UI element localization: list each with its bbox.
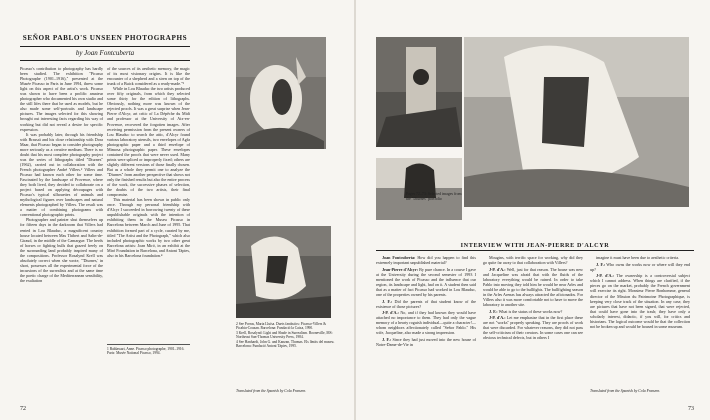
photo-diurnes-5-image bbox=[376, 158, 462, 220]
paragraph: It was probably later, through his friendship with Brassaï and his close relationship with Dora Maar, that Picasso began to consider photography more seriously as a creative medium. There is no doubt that his most complete photography project was the series of lithographs titled "Diurnes" (1962), carried out in collaboration with the French photographer André Villers.² Villers and Picasso had known each other for some time. Fascinated by the landscape of Provence, where they both lived, they decided to collaborate on a project based on applying découpages with Picasso's typical silhouettes of animals and mythological figures over landscapes and natural elements photographed by Villers. The result was a matter of combining photograms with conventional photographic prints. bbox=[20, 131, 103, 218]
paragraph: This material has been shown in public only once. Through my personal friendship with d'Alcyr I succeeded in borrowing twenty of these unpublishable originals with the intention of exhibiting them in the Museu Picasso in Barcelona between March and June of 1995. That exhibition formed part of a cycle, curated by me, titled "The Artist and the Photograph," which also included photographic works by two other great Barcelona artists: Joan Miró, in an exhibit at the Miró Foundation in Barcelona, and Antoni Tàpies, also in his Barcelona foundation.⁴ bbox=[107, 197, 190, 258]
footnotes-column-2 bbox=[107, 344, 190, 387]
qa-entry: J. F.: Did the parents of that student know of the existence of those pictures? bbox=[376, 298, 476, 309]
photo-diurnes-4-image bbox=[464, 37, 689, 207]
byline-rule bbox=[20, 60, 190, 61]
qa-entry: J. F.: Since they had just moved into the new house of Notre-Dame-de-Vie in bbox=[376, 337, 476, 348]
right-page bbox=[356, 0, 710, 420]
interview-rule bbox=[376, 250, 694, 251]
article-column-2 bbox=[107, 66, 190, 340]
interview-column-1 bbox=[376, 255, 476, 405]
photo-diurnes-1 bbox=[236, 37, 326, 149]
photo-diurnes-2 bbox=[236, 226, 331, 318]
photo-diurnes-3-image bbox=[376, 37, 462, 147]
article-title: SEÑOR PABLO'S UNSEEN PHOTOGRAPHS bbox=[22, 34, 188, 42]
paragraph: Picasso's contribution to photography has hardly been studied. The exhibition "Picasso Photographe (1901–1916)," presented at the Musée Picasso in Paris in June 1994, threw some light on this aspect of the artist's work. Picasso was shown to have been a prolific amateur photographer who documented his own studio and the still lifes there that he used as models, but he also made some self-portraits and landscape pictures. The images selected for this showing brought out interesting facts regarding his way of working but did not reveal a desire for specific expression. bbox=[20, 66, 103, 132]
qa-entry: imagine it must have been due to aesthetic criteria. bbox=[596, 255, 680, 260]
footnote: 1 Baldassari, Anne. Picasso photographe, 1901–1916. Paris: Musée National Picasso, 1994. bbox=[107, 347, 185, 356]
qa-entry: J-P. d'A.: The ownership is a controversial subject which I cannot address. When things are clarified, if the pieces go on the market, probably the French government will exercise its right. Monsieur Pierre Bonhomme, general director of the Mission du Patrimoine Photographique, is keeping very close track of the situation. In any case, they are pictures that have not been signed, that were rejected, that could have gone into the trash; they have only a scholarly interest, didactic, if you will, for critics and historians. The logical outcome would be that the collection not be broken up and would be housed in some museum. bbox=[590, 273, 690, 329]
photo-diurnes-2-image bbox=[236, 226, 331, 318]
paragraph: While in Lou Blauduc the two artists produced over fifty originals, from which they selected some thirty for the edition of lithographs. Obviously, nothing more was known of the rejected proofs. It was a great surprise when Jean-Pierre d'Alcyr, art critic of La Dépêche du Midi and professor at the University of Aix-en-Provence, recovered the forgotten images. After receiving permission from the present owners of Lou Blauduc to search the attic, d'Alcyr found various laboratory utensils, two envelopes of Agfa photographic paper and a third envelope of Mimosa photographic paper. These envelopes contained the proofs that were never used. Many prints were spliced or improperly fixed; others are slightly different versions of those finally chosen. But as a whole they permit one to analyze the "Diurnes" from another perspective that shows not only the finished results but also the entire process of the work, the successive phases of selection, the doubts of the two artists, their final compromise. bbox=[107, 86, 190, 198]
footnote: 4 See Hanhardt, John G. and Kanzan, Thomas. Els límits del museu. Barcelona: Fundació Antoni Tàpies, 1995. bbox=[236, 339, 335, 349]
page-number: 73 bbox=[688, 406, 694, 412]
qa-entry: J. F.: What is the status of these works now? bbox=[489, 308, 563, 314]
photo-diurnes-4 bbox=[464, 37, 689, 207]
paragraph: Photographer and painter shut themselves up for fifteen days in the darkroom that Villers had rented in Lou Blauduc, a magnificent country house located between Mas Thibert and Salin-de-Giraud, in the middle of the Camargue. The herds of horses or fighting bulls that grazed freely on the surrounding land probably inspired many of the compositions. Professor Rosalynd Krell was absolutely correct when she wrote, "'Diurnes,' in short, possesses all the experimental force of the incursions of the surrealists and at the same time the poetic charge of the Mediterranean sensibility, the exaltation bbox=[20, 217, 103, 283]
interview-column-3 bbox=[590, 255, 690, 383]
footnote: 2 See Porras, Maria Lluïsa. Duets fantàstics: Picasso-Villers & Picabia-Couzan. Barcelona: Fundació la Caixa, 1990. bbox=[236, 322, 327, 331]
title-rule bbox=[20, 46, 190, 47]
qa-entry: J-P. d'A.: Let me emphasize that in the first place these are not "works" properly speaking. They are proofs of work that were discarded. For whatever reasons, they did not pass the self-criticism of their creators. In some cases one can see obvious technical defects, but in others I bbox=[483, 315, 583, 341]
article-byline: by Joan Fontcuberta bbox=[75, 49, 135, 57]
interview-title: INTERVIEW WITH JEAN-PIERRE D'ALCYR bbox=[460, 242, 610, 249]
page-number: 72 bbox=[20, 406, 26, 412]
qa-entry: J-P. d'A.: No, and if they had known they would have attached no importance to them. They had only the vague memory of a hearty roguish individual—quite a character!—whom neighbors affectionately called "Señor Pablo." His wife, Jacqueline, also made a strong impression. bbox=[376, 310, 476, 336]
qa-entry: Mougins, with terrific space for working, why did they go quite far away to that collaboration with Villers? bbox=[483, 255, 583, 266]
paragraph: of the sources of its aesthetic memory, the magic of its most visionary origins. It is like the encounter of a shepherd and a siren on top of the trunk of a Buick considered as a ready-made."³ bbox=[107, 66, 190, 87]
article-column-1 bbox=[20, 66, 103, 390]
translation-credit: Translated from the Spanish by Cola Franzen. bbox=[236, 389, 307, 393]
photo-caption: Pages 72–73: Selected images from the "Diurnes" portfolio bbox=[406, 192, 462, 201]
photo-diurnes-3 bbox=[376, 37, 462, 147]
qa-entry: Jean-Pierre d'Alcyr: By pure chance. In a course I gave at the University during the second semester of 1993 I mentioned the work of Picasso and the influence that our region, its landscape and light, had on it. A student then said that as a matter of fact Picasso had worked in Lou Blauduc, one of the properties owned by his parents. bbox=[376, 266, 476, 297]
translation-credit: Translated from the Spanish by Cola Franzen. bbox=[590, 389, 661, 393]
interview-column-2 bbox=[483, 255, 583, 405]
photo-diurnes-5 bbox=[376, 158, 462, 220]
footnote: 3 Krell, Rosalynd: Light and Shade in Surrealism. Booneville, MS: Northeast Sun-Thomas University Press, 1984. bbox=[236, 330, 333, 340]
photo-diurnes-1-image bbox=[236, 37, 326, 149]
qa-entry: Joan Fontcuberta: How did you happen to find this extremely important unpublished material? bbox=[376, 255, 476, 266]
qa-entry: J. F.: Who owns the works now or where will they end up? bbox=[590, 261, 690, 272]
left-page bbox=[0, 0, 354, 420]
footnotes-photo-column bbox=[236, 322, 336, 384]
qa-entry: J-P. d'A.: Well, just for that reason. The house was new and Jacqueline was afraid that with the fluids of the laboratory everything would be ruined. In order to take Pablo into moving they told him he would be near Arles and would be able to go to the bullfights. The bullfighting season in the Arles Arenas has always attracted the aficionados. For Villers also it was more comfortable not to have to move the laboratory to another site. bbox=[483, 266, 583, 308]
